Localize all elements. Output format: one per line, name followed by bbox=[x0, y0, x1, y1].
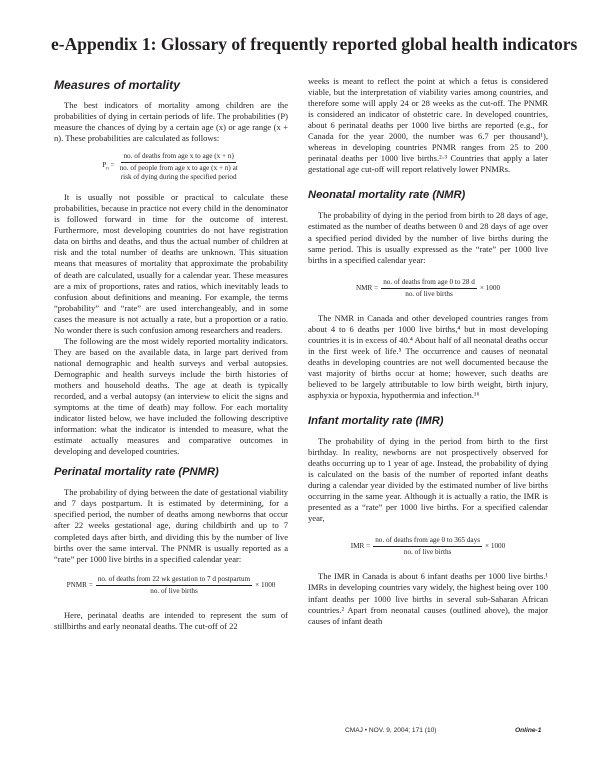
section-heading-nmr: Neonatal mortality rate (NMR) bbox=[308, 189, 466, 202]
paragraph: The probability of dying in the period from birth to the first birthday. In reality, newborns are not prospectively observed for deaths occurring up to 1 year of age. Instead, the probability of dying is calculated on the basis of the number of reported infant deaths during a calendar year divided by the estimated number of live births occurring in the same year. Although it is actually a ratio, the IMR is presented as a “rate” per 1000 live births. For a specified calendar year, bbox=[308, 436, 548, 524]
equation-lhs: PNMR = bbox=[66, 580, 93, 589]
equation-denominator: no. of people from age x to age (x + n) at risk of dying during the specified period bbox=[119, 164, 238, 182]
equation-fraction bbox=[373, 536, 482, 557]
paragraph: It is usually not possible or practical to calculate these probabilities, because in practice not every child in the denominator is followed forward in time for the outcome of interest. Furthermore, most developing countries do not have registration data on births and deaths, and thus the actual number of children at risk and the total number of deaths are unknown. This situation means that measures of mortality that approximate the probability of death are calculated, usually for a calendar year. These measures are a mix of proportions, rates and ratios, which inevitably leads to confusion about definitions and meaning. For example, the terms “probability” and “rate” are used interchangeably, and in some cases the measure is not actually a rate, but a proportion or a ratio. No wonder there is such confusion among researchers and readers. bbox=[54, 192, 288, 335]
paragraph: The probability of dying in the period from birth to 28 days of age, estimated as the number of deaths between 0 and 28 days of age over a specified period divided by the number of live births during the same period. This is usually expressed as the “rate” per 1000 live births in a specified calendar year: bbox=[308, 210, 548, 265]
section-heading-imr: Infant mortality rate (IMR) bbox=[308, 415, 444, 428]
left-column bbox=[54, 72, 288, 632]
paragraph: The best indicators of mortality among children are the probabilities of dying in certain periods of life. The probabilities (P) measure the chances of dying by a certain age (x) or age range (x + n). These probabilities are calculated as follows: bbox=[54, 100, 288, 144]
equation-lhs: IMR = bbox=[350, 542, 371, 551]
equation-fraction bbox=[96, 575, 252, 596]
right-column bbox=[308, 76, 548, 627]
paragraph: Here, perinatal deaths are intended to represent the sum of stillbirths and early neonatal deaths. The cut-off of 22 bbox=[54, 609, 288, 631]
equation-denominator: no. of live births bbox=[403, 548, 452, 557]
journal-citation: CMAJ • NOV. 9, 2004; 171 (10) bbox=[345, 727, 437, 734]
page-footer bbox=[0, 727, 600, 739]
equation-numerator: no. of deaths from age x to age (x + n) bbox=[121, 152, 235, 163]
paragraph: The probability of dying between the date of gestational viability and 7 days postpartum. It is estimated by determining, for a specified period, the number of deaths among newborns that occur after 22 weeks gestational age, during childbirth and up to 7 completed days after birth, and dividing this by the number of live births over the same interval. The PNMR is usually reported as a “rate” per 1000 live births in a specified calendar year: bbox=[54, 487, 288, 564]
section-heading-pnmr: Perinatal mortality rate (PNMR) bbox=[54, 466, 219, 479]
equation-lhs: NMR = bbox=[355, 283, 379, 292]
equation-multiplier: × 1000 bbox=[479, 283, 501, 292]
equation-fraction bbox=[381, 278, 477, 299]
paragraph: The IMR in Canada is about 6 infant deaths per 1000 live births.¹ IMRs in developing countries vary widely, the highest being over 100 infant deaths per 1000 live births in several sub-Saharan African countries.² Apart from neonatal causes (outlined above), the major causes of infant death bbox=[308, 571, 548, 626]
equation-pnmr bbox=[54, 575, 288, 596]
equation-denominator: no. of live births bbox=[405, 289, 453, 298]
equation-numerator: no. of deaths from 22 wk gestation to 7 d postpartum bbox=[96, 575, 252, 586]
equation-fraction bbox=[118, 152, 240, 182]
page-title: e-Appendix 1: Glossary of frequently reported global health indicators bbox=[51, 34, 578, 54]
equation-multiplier: × 1000 bbox=[255, 580, 276, 589]
equation-numerator: no. of deaths from age 0 to 365 days bbox=[373, 536, 482, 547]
equation-imr bbox=[308, 536, 548, 557]
section-heading-measures-of-mortality: Measures of mortality bbox=[54, 78, 180, 92]
equation-numerator: no. of deaths from age 0 to 28 d bbox=[381, 278, 477, 289]
page-number: Online-1 bbox=[515, 727, 542, 734]
paragraph: The NMR in Canada and other developed countries ranges from about 4 to 6 deaths per 1000 live births,⁴ but in most developing countries it is in excess of 40.⁴ About half of all neonatal deaths occur in the first week of life.⁵ The occurrence and causes of neonatal deaths in developing countries are not well documented because the vast majority of births occur at home; however, such deaths are believed to be largely attributable to low birth weight, birth injury, asphyxia or hypoxia, hypothermia and infection.¹⁶ bbox=[308, 312, 548, 400]
equation-probability bbox=[54, 152, 288, 182]
equation-lhs: $P_n$ = bbox=[102, 160, 115, 172]
paragraph: The following are the most widely reported mortality indicators. They are based on the available data, in large part derived from national demographic and health surveys and verbal autopsies. Demographic and health surveys include the birth histories of mothers and household deaths. The age at death is typically recorded, and a verbal autopsy (an interview to elicit the signs and symptoms at the time of death) may follow. For each mortality indicator listed below, we have included the following descriptive information: what the indicator is intended to measure, what the estimate actually measures and comparative outcomes in developing and developed countries. bbox=[54, 335, 288, 457]
equation-denominator: no. of live births bbox=[150, 586, 198, 595]
equation-multiplier: × 1000 bbox=[485, 542, 506, 551]
paragraph: weeks is meant to reflect the point at which a fetus is considered viable, but the interpretation of viability varies among countries, and therefore some will apply 24 or 28 weeks as the cut-off. The PNMR is considered an indicator of obstetric care. In developed countries, about 6 perinatal deaths per 1000 live births are reported (e.g., for Canada for the year 2000, the number was 6.7 per thousand¹), whereas in developing countries PNMR ranges from 25 to 200 perinatal deaths per 1000 live births.²·³ Countries that apply a later gestational age cut-off will report relatively lower PNMRs. bbox=[308, 76, 548, 175]
equation-nmr bbox=[308, 278, 548, 299]
